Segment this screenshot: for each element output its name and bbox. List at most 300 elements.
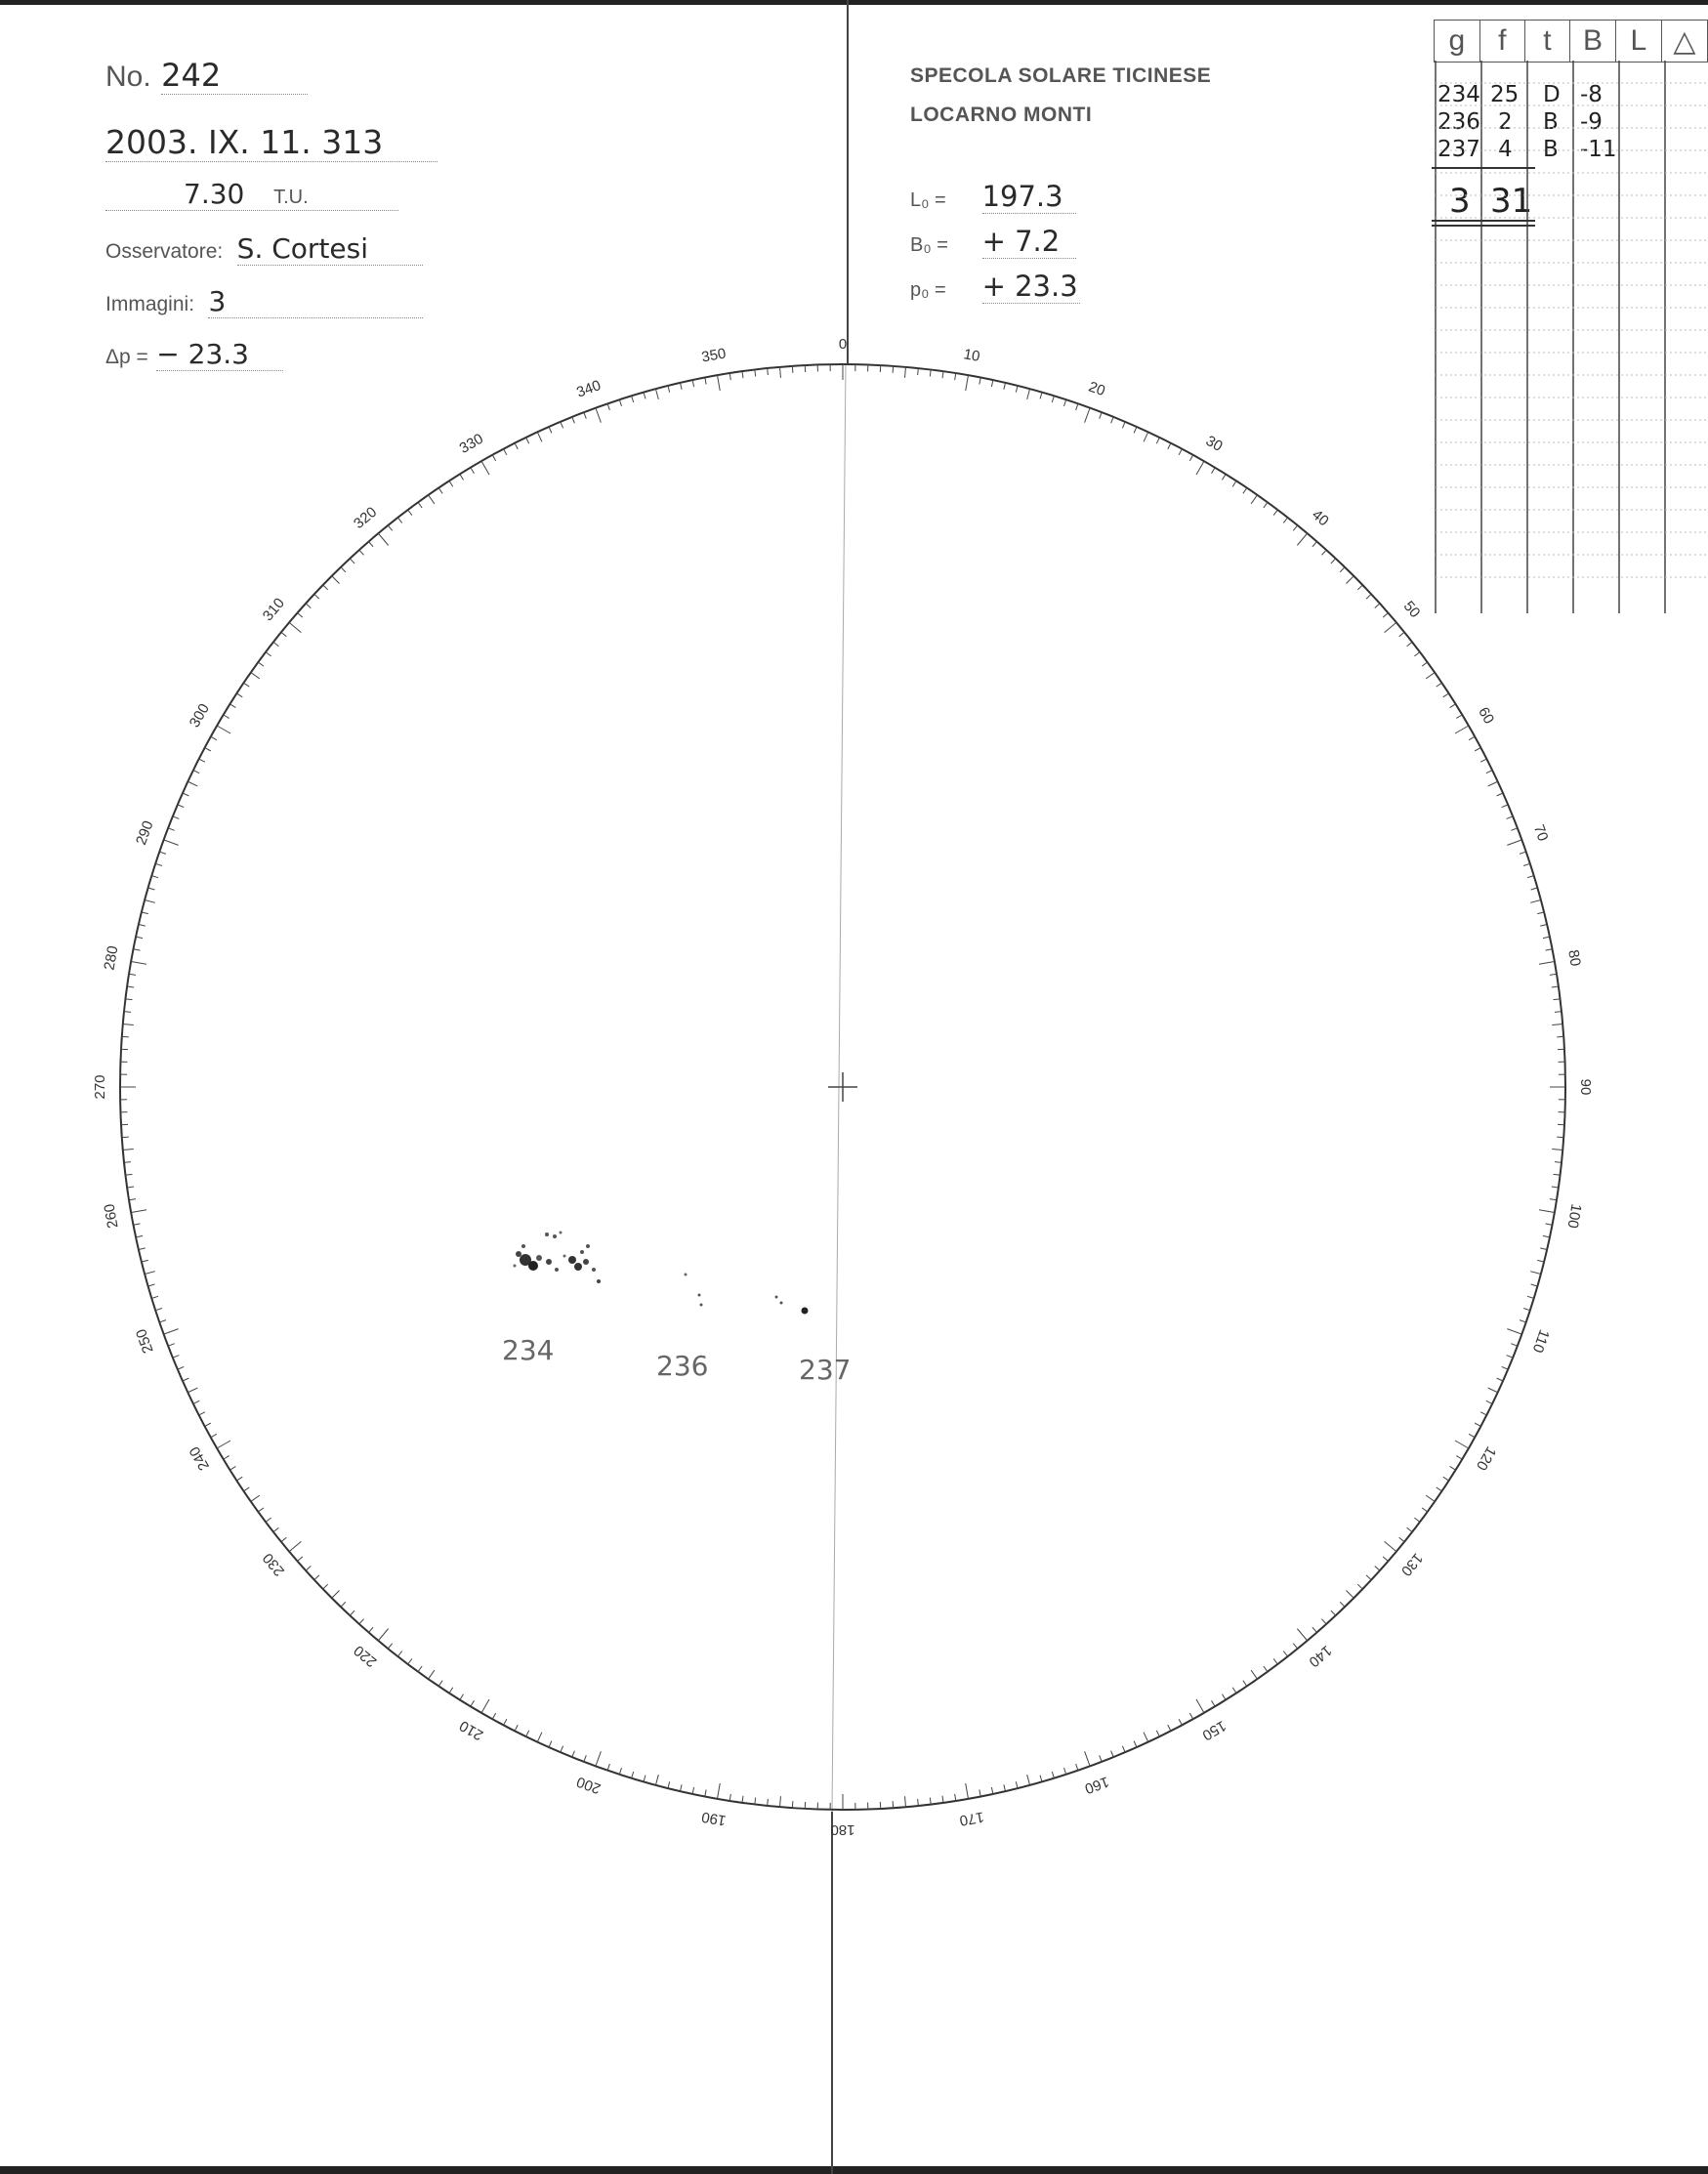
scale-tick (258, 1508, 264, 1512)
scale-tick (780, 1796, 781, 1807)
scale-tick (1531, 1284, 1538, 1286)
param-p0-label: p₀ = (910, 279, 946, 301)
scale-label: 140 (1305, 1642, 1335, 1671)
scale-tick (1520, 1320, 1526, 1322)
group-label-237: 237 (799, 1354, 852, 1386)
scale-tick (1179, 1719, 1182, 1725)
scale-tick (127, 1187, 134, 1188)
scale-label: 240 (186, 1443, 213, 1474)
scale-tick (388, 1644, 392, 1649)
scale-label: 110 (1528, 1326, 1553, 1356)
scale-tick (1455, 726, 1469, 733)
scale-tick (183, 1378, 188, 1381)
scale-tick (1076, 403, 1078, 410)
scale-tick (1555, 1012, 1562, 1013)
scale-tick (251, 673, 260, 679)
scale-tick (930, 1798, 931, 1805)
scale-tick (1156, 1731, 1159, 1736)
scale-tick (418, 1666, 422, 1672)
scale-tick (1426, 1495, 1435, 1501)
scale-label: 180 (830, 1821, 855, 1839)
scale-tick (718, 1783, 721, 1799)
scale-tick (668, 1781, 670, 1788)
param-l0-label: L₀ = (910, 189, 946, 211)
scale-tick (193, 771, 199, 773)
scale-tick (1450, 1466, 1456, 1470)
scale-tick (1040, 393, 1042, 399)
scale-tick (1385, 622, 1396, 632)
scale-tick (537, 432, 542, 441)
scale-tick (273, 642, 279, 646)
scale-tick (905, 367, 906, 378)
scale-label: 310 (259, 595, 288, 625)
scale-tick (991, 1787, 992, 1794)
scale-tick (1283, 518, 1287, 523)
scale-tick (429, 495, 435, 504)
scale-tick (991, 380, 992, 387)
scale-tick (266, 652, 271, 656)
scale-tick (584, 412, 587, 419)
scale-tick (148, 888, 155, 890)
scale-tick (1375, 1566, 1380, 1570)
scale-tick (619, 1768, 621, 1775)
scale-tick (127, 986, 134, 987)
scale-tick (1414, 1518, 1420, 1522)
scale-tick (1507, 1329, 1521, 1334)
scale-tick (1168, 1725, 1171, 1731)
scale-tick (1480, 759, 1486, 762)
scale-tick (1502, 1366, 1508, 1369)
scale-tick (1232, 481, 1236, 486)
scale-tick (1537, 912, 1544, 914)
scale-tick (332, 1590, 340, 1598)
scale-tick (955, 373, 956, 380)
scale-tick (1546, 949, 1553, 950)
scale-tick (408, 510, 412, 516)
delta-p-value: − 23.3 (156, 338, 283, 371)
scale-tick (1085, 1751, 1090, 1766)
scale-tick (979, 1790, 980, 1797)
scale-tick (1251, 495, 1257, 504)
scale-tick (224, 715, 229, 719)
scale-tick (526, 438, 529, 443)
scale-label: 220 (351, 1642, 381, 1671)
scale-tick (1497, 793, 1503, 796)
table-row-2-t: B (1543, 109, 1559, 135)
scale-label: 330 (456, 430, 486, 457)
scale-tick (142, 1260, 148, 1262)
scale-tick (173, 816, 179, 819)
scale-tick (1156, 438, 1159, 443)
scale-tick (1111, 1751, 1114, 1757)
scale-tick (229, 704, 235, 708)
scale-tick (1456, 1456, 1462, 1460)
scale-tick (1004, 1784, 1006, 1791)
scale-tick (341, 1602, 346, 1607)
observatory-line-1: SPECOLA SOLARE TICINESE (910, 64, 1212, 87)
scale-tick (1543, 937, 1550, 938)
scale-tick (1264, 1666, 1268, 1672)
scale-tick (1550, 974, 1557, 975)
scale-tick (1293, 1644, 1297, 1649)
scale-tick (1346, 576, 1354, 584)
scale-tick (273, 1527, 279, 1531)
col-header-g: g (1435, 21, 1480, 63)
scale-tick (942, 371, 943, 378)
scale-tick (905, 1796, 906, 1807)
scale-tick (145, 1272, 155, 1275)
scale-tick (942, 1796, 943, 1803)
scale-tick (1016, 1781, 1018, 1788)
scale-tick (1443, 1477, 1449, 1481)
scale-tick (124, 1012, 131, 1013)
scale-tick (460, 1694, 464, 1700)
scale-tick (1273, 1658, 1277, 1664)
observation-time-value: 7.30 (184, 178, 245, 210)
scale-tick (768, 368, 769, 375)
param-l0-value: 197.3 (982, 180, 1076, 214)
scale-tick (306, 604, 311, 608)
scale-label: 150 (1199, 1717, 1229, 1744)
group-label-236: 236 (656, 1350, 709, 1382)
scale-tick (155, 863, 162, 865)
scale-tick (1076, 1764, 1078, 1771)
images-label: Immagini: (105, 293, 195, 315)
scale-tick (979, 378, 980, 385)
scale-label: 10 (962, 346, 981, 365)
scale-tick (1346, 1590, 1354, 1598)
scale-tick (1554, 1174, 1561, 1175)
scale-label: 80 (1564, 948, 1584, 968)
scale-tick (596, 1751, 601, 1766)
scale-tick (1527, 1296, 1534, 1298)
scale-tick (1456, 715, 1462, 719)
table-total-g: 3 (1449, 182, 1471, 221)
scale-tick (1552, 1187, 1559, 1188)
table-row-1-g: 234 (1437, 82, 1480, 107)
scale-tick (681, 383, 683, 390)
scale-tick (131, 962, 146, 965)
scale-tick (217, 1441, 230, 1448)
images-value: 3 (208, 285, 423, 318)
scale-tick (1540, 1248, 1547, 1250)
scale-tick (1443, 693, 1449, 697)
scale-tick (1366, 1575, 1371, 1580)
scale-label: 40 (1309, 506, 1332, 530)
scale-tick (1383, 613, 1388, 618)
scale-tick (1331, 559, 1336, 564)
scale-tick (1016, 386, 1018, 393)
scale-tick (515, 443, 518, 449)
col-header-t: t (1524, 21, 1569, 63)
scale-label: 290 (133, 818, 157, 848)
scale-tick (572, 1751, 575, 1757)
scale-tick (136, 1235, 143, 1236)
scale-label: 270 (91, 1074, 108, 1100)
scale-tick (178, 805, 184, 808)
scale-tick (155, 1309, 162, 1311)
record-number-label: No. (105, 61, 151, 93)
scale-tick (930, 370, 931, 377)
scale-tick (187, 781, 197, 786)
scale-label: 350 (700, 345, 728, 366)
scale-tick (281, 632, 286, 636)
scale-label: 70 (1529, 822, 1552, 844)
scale-tick (1399, 632, 1404, 636)
scale-label: 30 (1202, 432, 1226, 455)
scale-tick (1455, 1441, 1469, 1448)
table-row-2-f: 2 (1498, 109, 1513, 135)
scale-tick (1520, 852, 1526, 854)
scale-tick (1312, 542, 1317, 547)
scale-tick (1407, 642, 1413, 646)
scale-label: 20 (1086, 378, 1107, 400)
scale-tick (644, 1776, 646, 1782)
scale-tick (1502, 805, 1508, 808)
scale-tick (314, 594, 319, 599)
scale-label: 320 (351, 503, 381, 532)
scale-tick (378, 533, 388, 545)
scale-label: 160 (1082, 1773, 1111, 1797)
scale-tick (1437, 1487, 1442, 1491)
delta-p-label: Δp = (105, 346, 148, 368)
scale-tick (1552, 1024, 1562, 1025)
scale-tick (251, 1495, 260, 1501)
scale-tick (1052, 396, 1054, 402)
scale-tick (1539, 1210, 1555, 1213)
table-total-f: 31 (1490, 182, 1533, 221)
scale-tick (1027, 389, 1030, 399)
scale-label: 260 (101, 1202, 122, 1230)
scale-tick (332, 576, 340, 584)
scale-tick (1122, 1746, 1125, 1752)
sunspot-group-234 (514, 1232, 602, 1284)
scale-tick (159, 1320, 166, 1322)
scale-tick (705, 378, 706, 385)
scale-tick (1232, 1688, 1236, 1693)
scale-tick (281, 1537, 286, 1541)
scale-tick (1273, 510, 1277, 516)
scale-tick (289, 1541, 301, 1551)
table-row-2-b: -9 (1580, 109, 1603, 135)
scale-tick (408, 1658, 412, 1664)
scale-tick (341, 567, 346, 572)
scale-tick (1375, 604, 1380, 608)
scale-tick (438, 488, 442, 494)
scale-tick (1251, 1670, 1257, 1679)
scale-tick (755, 370, 756, 377)
scale-tick (1189, 1713, 1192, 1719)
scale-tick (142, 912, 148, 914)
scale-tick (126, 999, 133, 1000)
scale-tick (148, 1284, 155, 1286)
scale-tick (164, 840, 179, 845)
scale-tick (1357, 1584, 1362, 1589)
scale-tick (1480, 1412, 1486, 1415)
scale-tick (258, 662, 264, 666)
param-b0-label: B₀ = (910, 234, 948, 256)
scale-tick (236, 693, 242, 697)
scale-tick (205, 1423, 211, 1426)
scale-tick (1144, 1733, 1148, 1742)
scale-tick (350, 559, 354, 564)
scale-tick (1100, 1755, 1103, 1762)
scale-tick (211, 736, 217, 739)
scale-label: 130 (1397, 1549, 1427, 1579)
table-row-1-t: D (1543, 82, 1561, 107)
observation-date-value: 2003. IX. 11. 313 (105, 123, 437, 162)
scale-tick (224, 1456, 229, 1460)
scale-tick (504, 449, 507, 455)
table-grid-lines (1432, 61, 1708, 613)
param-b0-value: + 7.2 (982, 225, 1076, 259)
scale-tick (1243, 1681, 1247, 1687)
scale-tick (966, 1783, 969, 1799)
scale-tick (151, 876, 158, 878)
scale-tick (755, 1798, 756, 1805)
scale-tick (966, 375, 969, 391)
scale-tick (1052, 1772, 1054, 1778)
scale-tick (131, 1210, 146, 1213)
scale-tick (1064, 1768, 1066, 1775)
scale-tick (584, 1755, 587, 1762)
scale-tick (199, 759, 205, 762)
scale-tick (572, 417, 575, 423)
scale-tick (1450, 704, 1456, 708)
scale-tick (1134, 427, 1137, 433)
scale-tick (1040, 1776, 1042, 1782)
scale-tick (323, 1584, 328, 1589)
scale-tick (481, 461, 489, 475)
scale-label: 60 (1475, 704, 1498, 728)
scale-label: 230 (259, 1549, 288, 1579)
scale-tick (1486, 1401, 1492, 1403)
table-row-1-f: 25 (1490, 82, 1520, 107)
scale-tick (359, 1619, 364, 1624)
scale-tick (515, 1725, 518, 1731)
scale-tick (1550, 1199, 1557, 1200)
scale-tick (1511, 828, 1518, 831)
scale-tick (1475, 1423, 1480, 1426)
scale-tick (266, 1518, 271, 1522)
scale-tick (1212, 468, 1216, 474)
scale-tick (549, 1741, 552, 1747)
scale-label: 190 (700, 1808, 728, 1829)
scale-tick (183, 793, 188, 796)
param-p0-value: + 23.3 (981, 270, 1078, 303)
scale-tick (123, 1024, 134, 1025)
sunspot-group-236 (685, 1274, 703, 1307)
scale-tick (1507, 840, 1521, 845)
scale-tick (471, 1700, 475, 1706)
scale-tick (1212, 1700, 1216, 1706)
scale-tick (211, 1434, 217, 1437)
scale-tick (1469, 736, 1475, 739)
scale-tick (388, 525, 392, 530)
table-row-3-t: B (1543, 137, 1559, 162)
scale-tick (632, 396, 634, 402)
scale-tick (596, 408, 601, 423)
scale-tick (1555, 1162, 1562, 1163)
scale-tick (492, 455, 495, 461)
scale-tick (1414, 652, 1420, 656)
scale-tick (1488, 1388, 1498, 1393)
scale-tick (323, 585, 328, 590)
scale-tick (1530, 899, 1541, 902)
observatory-line-2: LOCARNO MONTI (910, 104, 1093, 126)
scale-tick (1222, 1694, 1226, 1700)
scale-tick (1407, 1527, 1413, 1531)
scale-tick (1422, 662, 1428, 666)
scale-tick (655, 1775, 658, 1785)
scale-tick (1297, 1629, 1307, 1641)
scale-tick (644, 393, 646, 399)
scale-tick (1426, 673, 1435, 679)
scale-tick (1366, 594, 1371, 599)
scale-tick (1507, 1356, 1513, 1359)
scale-tick (369, 1627, 374, 1632)
scale-tick (1554, 999, 1561, 1000)
scale-tick (537, 1733, 542, 1742)
scale-tick (1497, 1378, 1503, 1381)
scale-tick (681, 1784, 683, 1791)
scale-tick (1179, 449, 1182, 455)
scale-tick (298, 1557, 303, 1562)
scale-tick (350, 1610, 354, 1615)
center-cross (828, 1072, 857, 1102)
scale-tick (369, 542, 374, 547)
scale-tick (1189, 455, 1192, 461)
scale-label: 280 (101, 944, 122, 972)
scale-tick (955, 1794, 956, 1801)
scale-tick (244, 1487, 250, 1491)
group-label-234: 234 (502, 1334, 555, 1366)
observation-time-unit: T.U. (273, 187, 309, 208)
scale-tick (619, 399, 621, 406)
scale-label: 340 (574, 377, 604, 401)
col-header-l: L (1615, 21, 1661, 63)
scale-tick (1523, 863, 1530, 865)
scale-tick (1027, 1775, 1030, 1785)
scale-tick (134, 949, 141, 950)
table-row-1-b: -8 (1580, 82, 1603, 107)
scale-tick (124, 1162, 131, 1163)
scale-tick (145, 899, 155, 902)
scale-label: 250 (133, 1326, 157, 1356)
table-row-3-b: -11 (1580, 137, 1617, 162)
scale-tick (1383, 1557, 1388, 1562)
scale-tick (692, 380, 693, 387)
scale-tick (768, 1799, 769, 1806)
scale-tick (1527, 876, 1534, 878)
scale-tick (1340, 567, 1345, 572)
scale-tick (449, 481, 453, 486)
scale-tick (1134, 1741, 1137, 1747)
scale-tick (1312, 1627, 1317, 1632)
scale-tick (481, 1699, 489, 1713)
scale-label: 100 (1563, 1202, 1585, 1230)
scale-tick (1531, 888, 1538, 890)
col-header-b: B (1569, 21, 1615, 63)
scale-tick (314, 1575, 319, 1580)
scale-tick (229, 1466, 235, 1470)
scale-label: 200 (574, 1773, 604, 1797)
scale-tick (1422, 1508, 1428, 1512)
scale-tick (1144, 432, 1148, 441)
scale-tick (139, 925, 146, 927)
scale-tick (607, 403, 609, 410)
scale-tick (742, 371, 743, 378)
